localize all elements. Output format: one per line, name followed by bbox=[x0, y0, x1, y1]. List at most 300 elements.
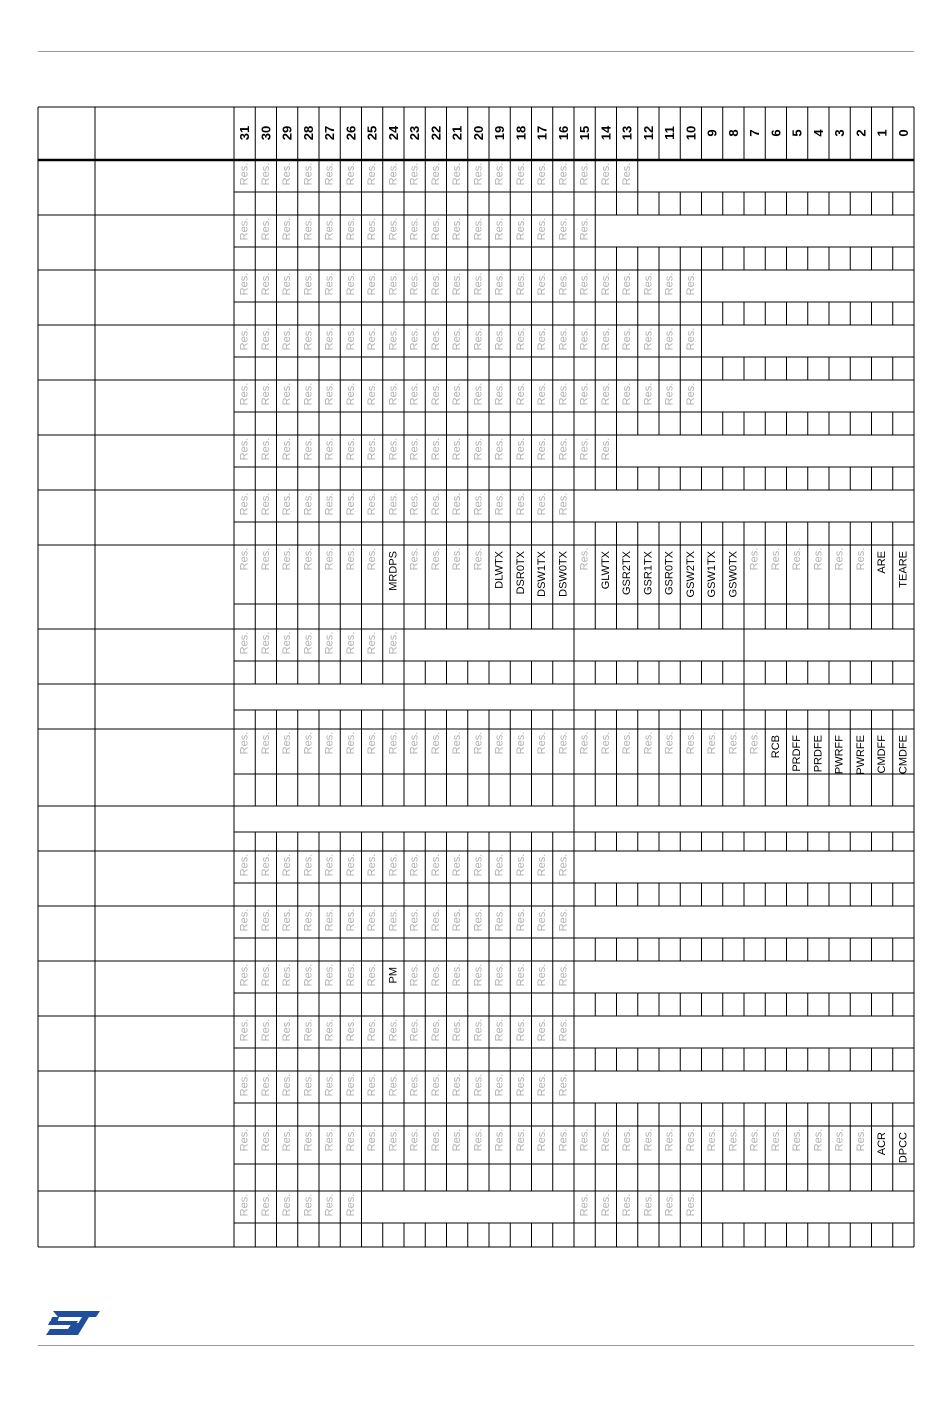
reserved-bit-label: Res. bbox=[451, 1018, 464, 1042]
reserved-bit-label: Res. bbox=[578, 1193, 591, 1217]
reserved-bit-label: Res. bbox=[366, 853, 379, 877]
reserved-bit-label: Res. bbox=[344, 162, 357, 186]
bit-number-header: 20 bbox=[470, 125, 486, 141]
reserved-bit-label: Res. bbox=[514, 1073, 527, 1097]
reserved-bit-label: Res. bbox=[536, 963, 549, 987]
reserved-bit-label: Res. bbox=[578, 547, 591, 571]
reserved-bit-label: Res. bbox=[663, 272, 676, 296]
reserved-bit-label: Res. bbox=[259, 272, 272, 296]
reserved-bit-label: Res. bbox=[451, 1073, 464, 1097]
bit-field-label: GSR1TX bbox=[642, 551, 655, 596]
reserved-bit-label: Res. bbox=[599, 327, 612, 351]
bit-number-header: 0 bbox=[895, 129, 911, 137]
reserved-bit-label: Res. bbox=[344, 853, 357, 877]
reserved-bit-label: Res. bbox=[472, 217, 485, 241]
reserved-bit-label: Res. bbox=[344, 1018, 357, 1042]
reserved-bit-label: Res. bbox=[536, 1128, 549, 1152]
reserved-bit-label: Res. bbox=[366, 1018, 379, 1042]
bit-field-label: CMDFE bbox=[897, 735, 910, 775]
reserved-bit-label: Res. bbox=[642, 1193, 655, 1217]
reserved-bit-label: Res. bbox=[578, 162, 591, 186]
reserved-bit-label: Res. bbox=[684, 272, 697, 296]
reserved-bit-label: Res. bbox=[408, 1018, 421, 1042]
reserved-bit-label: Res. bbox=[472, 492, 485, 516]
reserved-bit-label: Res. bbox=[621, 731, 634, 755]
reserved-bit-label: Res. bbox=[323, 382, 336, 406]
reserved-bit-label: Res. bbox=[791, 1128, 804, 1152]
reserved-bit-label: Res. bbox=[302, 1018, 315, 1042]
reserved-bit-label: Res. bbox=[323, 1018, 336, 1042]
bit-field-label: PRDFF bbox=[791, 735, 804, 772]
reserved-bit-label: Res. bbox=[472, 437, 485, 461]
reserved-bit-label: Res. bbox=[536, 853, 549, 877]
bit-field-label: DSW0TX bbox=[557, 551, 570, 597]
reserved-bit-label: Res. bbox=[451, 272, 464, 296]
reserved-bit-label: Res. bbox=[323, 492, 336, 516]
reserved-bit-label: Res. bbox=[344, 272, 357, 296]
reserved-bit-label: Res. bbox=[366, 217, 379, 241]
reserved-bit-label: Res. bbox=[663, 731, 676, 755]
reserved-bit-label: Res. bbox=[259, 382, 272, 406]
reserved-bit-label: Res. bbox=[302, 217, 315, 241]
reserved-bit-label: Res. bbox=[578, 217, 591, 241]
reserved-bit-label: Res. bbox=[493, 1018, 506, 1042]
reserved-bit-label: Res. bbox=[493, 382, 506, 406]
reserved-bit-label: Res. bbox=[323, 631, 336, 655]
reserved-bit-label: Res. bbox=[387, 908, 400, 932]
reserved-bit-label: Res. bbox=[514, 437, 527, 461]
reserved-bit-label: Res. bbox=[578, 382, 591, 406]
reserved-bit-label: Res. bbox=[344, 492, 357, 516]
reserved-bit-label: Res. bbox=[366, 547, 379, 571]
reserved-bit-label: Res. bbox=[429, 963, 442, 987]
reserved-bit-label: Res. bbox=[663, 1128, 676, 1152]
bit-number-header: 2 bbox=[853, 129, 869, 137]
reserved-bit-label: Res. bbox=[493, 437, 506, 461]
reserved-bit-label: Res. bbox=[387, 437, 400, 461]
reserved-bit-label: Res. bbox=[451, 437, 464, 461]
reserved-bit-label: Res. bbox=[451, 547, 464, 571]
bit-number-header: 12 bbox=[640, 125, 656, 141]
reserved-bit-label: Res. bbox=[366, 492, 379, 516]
reserved-bit-label: Res. bbox=[451, 327, 464, 351]
reserved-bit-label: Res. bbox=[557, 217, 570, 241]
reserved-bit-label: Res. bbox=[302, 631, 315, 655]
reserved-bit-label: Res. bbox=[302, 731, 315, 755]
reserved-bit-label: Res. bbox=[451, 382, 464, 406]
reserved-bit-label: Res. bbox=[302, 1128, 315, 1152]
reserved-bit-label: Res. bbox=[599, 272, 612, 296]
reserved-bit-label: Res. bbox=[451, 908, 464, 932]
reserved-bit-label: Res. bbox=[387, 1018, 400, 1042]
reserved-bit-label: Res. bbox=[493, 853, 506, 877]
bit-number-header: 8 bbox=[725, 129, 741, 137]
reserved-bit-label: Res. bbox=[514, 1018, 527, 1042]
reserved-bit-label: Res. bbox=[472, 547, 485, 571]
reserved-bit-label: Res. bbox=[748, 1128, 761, 1152]
reserved-bit-label: Res. bbox=[387, 631, 400, 655]
reserved-bit-label: Res. bbox=[259, 731, 272, 755]
reserved-bit-label: Res. bbox=[366, 908, 379, 932]
reserved-bit-label: Res. bbox=[387, 731, 400, 755]
reserved-bit-label: Res. bbox=[557, 731, 570, 755]
reserved-bit-label: Res. bbox=[536, 272, 549, 296]
bit-number-header: 27 bbox=[322, 125, 338, 141]
reserved-bit-label: Res. bbox=[344, 547, 357, 571]
bit-field-label: GSW0TX bbox=[727, 551, 740, 598]
reserved-bit-label: Res. bbox=[259, 1193, 272, 1217]
reserved-bit-label: Res. bbox=[451, 1128, 464, 1152]
reserved-bit-label: Res. bbox=[344, 731, 357, 755]
bit-number-header: 9 bbox=[704, 129, 720, 137]
reserved-bit-label: Res. bbox=[514, 963, 527, 987]
reserved-bit-label: Res. bbox=[493, 731, 506, 755]
bit-field-label: GSW1TX bbox=[706, 551, 719, 598]
reserved-bit-label: Res. bbox=[493, 162, 506, 186]
reserved-bit-label: Res. bbox=[281, 631, 294, 655]
bit-number-header: 4 bbox=[810, 129, 826, 137]
reserved-bit-label: Res. bbox=[408, 1128, 421, 1152]
reserved-bit-label: Res. bbox=[281, 1073, 294, 1097]
reserved-bit-label: Res. bbox=[557, 162, 570, 186]
bit-number-header: 29 bbox=[279, 125, 295, 141]
reserved-bit-label: Res. bbox=[451, 731, 464, 755]
bit-number-header: 17 bbox=[534, 125, 550, 141]
reserved-bit-label: Res. bbox=[642, 327, 655, 351]
reserved-bit-label: Res. bbox=[429, 853, 442, 877]
reserved-bit-label: Res. bbox=[833, 547, 846, 571]
reserved-bit-label: Res. bbox=[514, 272, 527, 296]
reserved-bit-label: Res. bbox=[536, 1018, 549, 1042]
reserved-bit-label: Res. bbox=[302, 1193, 315, 1217]
reserved-bit-label: Res. bbox=[238, 963, 251, 987]
reserved-bit-label: Res. bbox=[684, 382, 697, 406]
bit-field-label: TEARE bbox=[897, 551, 910, 588]
reserved-bit-label: Res. bbox=[684, 731, 697, 755]
reserved-bit-label: Res. bbox=[323, 1073, 336, 1097]
reserved-bit-label: Res. bbox=[344, 908, 357, 932]
reserved-bit-label: Res. bbox=[281, 1128, 294, 1152]
reserved-bit-label: Res. bbox=[663, 382, 676, 406]
reserved-bit-label: Res. bbox=[366, 963, 379, 987]
bit-field-label: DLWTX bbox=[493, 551, 506, 589]
reserved-bit-label: Res. bbox=[514, 382, 527, 406]
reserved-bit-label: Res. bbox=[238, 1193, 251, 1217]
reserved-bit-label: Res. bbox=[366, 731, 379, 755]
reserved-bit-label: Res. bbox=[536, 908, 549, 932]
reserved-bit-label: Res. bbox=[854, 1128, 867, 1152]
bit-field-label: PM bbox=[387, 967, 400, 984]
reserved-bit-label: Res. bbox=[621, 327, 634, 351]
reserved-bit-label: Res. bbox=[429, 272, 442, 296]
reserved-bit-label: Res. bbox=[238, 547, 251, 571]
reserved-bit-label: Res. bbox=[344, 327, 357, 351]
reserved-bit-label: Res. bbox=[323, 217, 336, 241]
reserved-bit-label: Res. bbox=[536, 162, 549, 186]
reserved-bit-label: Res. bbox=[302, 272, 315, 296]
reserved-bit-label: Res. bbox=[684, 1193, 697, 1217]
reserved-bit-label: Res. bbox=[472, 272, 485, 296]
bit-number-header: 21 bbox=[449, 125, 465, 141]
reserved-bit-label: Res. bbox=[514, 327, 527, 351]
bit-number-header: 18 bbox=[513, 125, 529, 141]
bit-field-label: GSW2TX bbox=[684, 551, 697, 598]
bit-field-label: ACR bbox=[876, 1132, 889, 1156]
reserved-bit-label: Res. bbox=[366, 631, 379, 655]
reserved-bit-label: Res. bbox=[323, 731, 336, 755]
st-logo bbox=[44, 1311, 100, 1337]
bit-number-header: 13 bbox=[619, 125, 635, 141]
reserved-bit-label: Res. bbox=[472, 908, 485, 932]
reserved-bit-label: Res. bbox=[557, 908, 570, 932]
reserved-bit-label: Res. bbox=[684, 327, 697, 351]
reserved-bit-label: Res. bbox=[259, 1073, 272, 1097]
reserved-bit-label: Res. bbox=[451, 853, 464, 877]
reserved-bit-label: Res. bbox=[281, 162, 294, 186]
reserved-bit-label: Res. bbox=[557, 327, 570, 351]
reserved-bit-label: Res. bbox=[323, 162, 336, 186]
reserved-bit-label: Res. bbox=[748, 731, 761, 755]
reserved-bit-label: Res. bbox=[812, 1128, 825, 1152]
reserved-bit-label: Res. bbox=[493, 272, 506, 296]
reserved-bit-label: Res. bbox=[557, 437, 570, 461]
reserved-bit-label: Res. bbox=[387, 272, 400, 296]
reserved-bit-label: Res. bbox=[557, 963, 570, 987]
reserved-bit-label: Res. bbox=[323, 327, 336, 351]
bit-field-label: GLWTX bbox=[599, 551, 612, 590]
bit-number-header: 10 bbox=[683, 125, 699, 141]
bit-number-header: 26 bbox=[343, 125, 359, 141]
reserved-bit-label: Res. bbox=[599, 1128, 612, 1152]
reserved-bit-label: Res. bbox=[791, 547, 804, 571]
reserved-bit-label: Res. bbox=[302, 1073, 315, 1097]
bit-field-label: DPCC bbox=[897, 1132, 910, 1164]
reserved-bit-label: Res. bbox=[366, 162, 379, 186]
bit-number-header: 28 bbox=[300, 125, 316, 141]
reserved-bit-label: Res. bbox=[429, 217, 442, 241]
reserved-bit-label: Res. bbox=[493, 963, 506, 987]
reserved-bit-label: Res. bbox=[366, 437, 379, 461]
reserved-bit-label: Res. bbox=[514, 492, 527, 516]
reserved-bit-label: Res. bbox=[387, 217, 400, 241]
reserved-bit-label: Res. bbox=[748, 547, 761, 571]
bit-number-header: 22 bbox=[428, 125, 444, 141]
reserved-bit-label: Res. bbox=[238, 1073, 251, 1097]
reserved-bit-label: Res. bbox=[387, 162, 400, 186]
bit-number-header: 14 bbox=[598, 125, 614, 141]
reserved-bit-label: Res. bbox=[578, 272, 591, 296]
bit-field-label: RCB bbox=[769, 735, 782, 759]
reserved-bit-label: Res. bbox=[366, 327, 379, 351]
reserved-bit-label: Res. bbox=[769, 547, 782, 571]
reserved-bit-label: Res. bbox=[408, 853, 421, 877]
reserved-bit-label: Res. bbox=[281, 492, 294, 516]
reserved-bit-label: Res. bbox=[281, 853, 294, 877]
reserved-bit-label: Res. bbox=[621, 1128, 634, 1152]
reserved-bit-label: Res. bbox=[238, 908, 251, 932]
reserved-bit-label: Res. bbox=[472, 963, 485, 987]
bit-field-label: PRDFE bbox=[812, 735, 825, 773]
reserved-bit-label: Res. bbox=[302, 492, 315, 516]
reserved-bit-label: Res. bbox=[323, 272, 336, 296]
reserved-bit-label: Res. bbox=[302, 327, 315, 351]
reserved-bit-label: Res. bbox=[429, 1073, 442, 1097]
reserved-bit-label: Res. bbox=[557, 1128, 570, 1152]
reserved-bit-label: Res. bbox=[302, 963, 315, 987]
reserved-bit-label: Res. bbox=[578, 327, 591, 351]
reserved-bit-label: Res. bbox=[536, 217, 549, 241]
reserved-bit-label: Res. bbox=[493, 492, 506, 516]
reserved-bit-label: Res. bbox=[557, 1018, 570, 1042]
reserved-bit-label: Res. bbox=[344, 631, 357, 655]
reserved-bit-label: Res. bbox=[387, 382, 400, 406]
reserved-bit-label: Res. bbox=[429, 492, 442, 516]
reserved-bit-label: Res. bbox=[663, 327, 676, 351]
reserved-bit-label: Res. bbox=[429, 1128, 442, 1152]
reserved-bit-label: Res. bbox=[557, 1073, 570, 1097]
bit-number-header: 6 bbox=[768, 129, 784, 137]
reserved-bit-label: Res. bbox=[408, 327, 421, 351]
reserved-bit-label: Res. bbox=[769, 1128, 782, 1152]
reserved-bit-label: Res. bbox=[281, 272, 294, 296]
reserved-bit-label: Res. bbox=[408, 492, 421, 516]
reserved-bit-label: Res. bbox=[408, 963, 421, 987]
reserved-bit-label: Res. bbox=[366, 382, 379, 406]
reserved-bit-label: Res. bbox=[408, 382, 421, 406]
reserved-bit-label: Res. bbox=[408, 1073, 421, 1097]
reserved-bit-label: Res. bbox=[472, 1018, 485, 1042]
reserved-bit-label: Res. bbox=[493, 327, 506, 351]
reserved-bit-label: Res. bbox=[302, 547, 315, 571]
bit-field-label: ARE bbox=[876, 551, 889, 574]
reserved-bit-label: Res. bbox=[514, 731, 527, 755]
reserved-bit-label: Res. bbox=[302, 908, 315, 932]
reserved-bit-label: Res. bbox=[451, 217, 464, 241]
bit-number-header: 7 bbox=[747, 129, 763, 137]
reserved-bit-label: Res. bbox=[259, 1128, 272, 1152]
reserved-bit-label: Res. bbox=[408, 217, 421, 241]
reserved-bit-label: Res. bbox=[536, 492, 549, 516]
reserved-bit-label: Res. bbox=[514, 853, 527, 877]
reserved-bit-label: Res. bbox=[281, 963, 294, 987]
reserved-bit-label: Res. bbox=[429, 327, 442, 351]
reserved-bit-label: Res. bbox=[238, 631, 251, 655]
reserved-bit-label: Res. bbox=[451, 492, 464, 516]
reserved-bit-label: Res. bbox=[344, 1073, 357, 1097]
reserved-bit-label: Res. bbox=[599, 1193, 612, 1217]
bit-field-label: GSR2TX bbox=[621, 551, 634, 596]
reserved-bit-label: Res. bbox=[387, 327, 400, 351]
reserved-bit-label: Res. bbox=[429, 731, 442, 755]
reserved-bit-label: Res. bbox=[259, 547, 272, 571]
reserved-bit-label: Res. bbox=[536, 437, 549, 461]
bit-number-header: 25 bbox=[364, 125, 380, 141]
reserved-bit-label: Res. bbox=[387, 1073, 400, 1097]
reserved-bit-label: Res. bbox=[472, 1128, 485, 1152]
reserved-bit-label: Res. bbox=[238, 217, 251, 241]
reserved-bit-label: Res. bbox=[429, 1018, 442, 1042]
reserved-bit-label: Res. bbox=[302, 437, 315, 461]
reserved-bit-label: Res. bbox=[238, 162, 251, 186]
reserved-bit-label: Res. bbox=[472, 162, 485, 186]
footer-rule bbox=[38, 1345, 914, 1346]
reserved-bit-label: Res. bbox=[493, 217, 506, 241]
reserved-bit-label: Res. bbox=[302, 162, 315, 186]
bit-field-label: PWRFE bbox=[854, 735, 867, 775]
bit-number-header: 15 bbox=[577, 125, 593, 141]
reserved-bit-label: Res. bbox=[238, 853, 251, 877]
reserved-bit-label: Res. bbox=[408, 437, 421, 461]
reserved-bit-label: Res. bbox=[493, 1073, 506, 1097]
reserved-bit-label: Res. bbox=[281, 327, 294, 351]
reserved-bit-label: Res. bbox=[429, 437, 442, 461]
reserved-bit-label: Res. bbox=[259, 217, 272, 241]
reserved-bit-label: Res. bbox=[259, 853, 272, 877]
bit-field-label: MRDPS bbox=[387, 551, 400, 591]
reserved-bit-label: Res. bbox=[323, 437, 336, 461]
reserved-bit-label: Res. bbox=[259, 437, 272, 461]
reserved-bit-label: Res. bbox=[706, 731, 719, 755]
reserved-bit-label: Res. bbox=[281, 547, 294, 571]
reserved-bit-label: Res. bbox=[302, 382, 315, 406]
reserved-bit-label: Res. bbox=[599, 382, 612, 406]
reserved-bit-label: Res. bbox=[514, 1128, 527, 1152]
reserved-bit-label: Res. bbox=[557, 853, 570, 877]
reserved-bit-label: Res. bbox=[238, 382, 251, 406]
reserved-bit-label: Res. bbox=[599, 731, 612, 755]
reserved-bit-label: Res. bbox=[557, 492, 570, 516]
reserved-bit-label: Res. bbox=[408, 908, 421, 932]
reserved-bit-label: Res. bbox=[429, 162, 442, 186]
reserved-bit-label: Res. bbox=[557, 382, 570, 406]
reserved-bit-label: Res. bbox=[259, 1018, 272, 1042]
reserved-bit-label: Res. bbox=[323, 908, 336, 932]
reserved-bit-label: Res. bbox=[281, 1193, 294, 1217]
reserved-bit-label: Res. bbox=[493, 1128, 506, 1152]
reserved-bit-label: Res. bbox=[344, 1193, 357, 1217]
reserved-bit-label: Res. bbox=[621, 382, 634, 406]
reserved-bit-label: Res. bbox=[259, 492, 272, 516]
reserved-bit-label: Res. bbox=[387, 853, 400, 877]
reserved-bit-label: Res. bbox=[684, 1128, 697, 1152]
reserved-bit-label: Res. bbox=[408, 731, 421, 755]
reserved-bit-label: Res. bbox=[621, 162, 634, 186]
reserved-bit-label: Res. bbox=[514, 217, 527, 241]
reserved-bit-label: Res. bbox=[281, 1018, 294, 1042]
reserved-bit-label: Res. bbox=[344, 1128, 357, 1152]
reserved-bit-label: Res. bbox=[472, 327, 485, 351]
reserved-bit-label: Res. bbox=[727, 1128, 740, 1152]
bit-field-label: DSR0TX bbox=[514, 551, 527, 595]
reserved-bit-label: Res. bbox=[259, 162, 272, 186]
reserved-bit-label: Res. bbox=[536, 327, 549, 351]
bit-number-header: 30 bbox=[258, 125, 274, 141]
reserved-bit-label: Res. bbox=[599, 162, 612, 186]
reserved-bit-label: Res. bbox=[727, 731, 740, 755]
reserved-bit-label: Res. bbox=[493, 908, 506, 932]
reserved-bit-label: Res. bbox=[408, 162, 421, 186]
bit-number-header: 1 bbox=[874, 129, 890, 137]
reserved-bit-label: Res. bbox=[281, 382, 294, 406]
reserved-bit-label: Res. bbox=[536, 382, 549, 406]
bit-number-header: 11 bbox=[662, 126, 678, 140]
reserved-bit-label: Res. bbox=[387, 1128, 400, 1152]
reserved-bit-label: Res. bbox=[514, 908, 527, 932]
reserved-bit-label: Res. bbox=[281, 908, 294, 932]
reserved-bit-label: Res. bbox=[706, 1128, 719, 1152]
bit-field-label: DSW1TX bbox=[536, 551, 549, 597]
reserved-bit-label: Res. bbox=[642, 731, 655, 755]
